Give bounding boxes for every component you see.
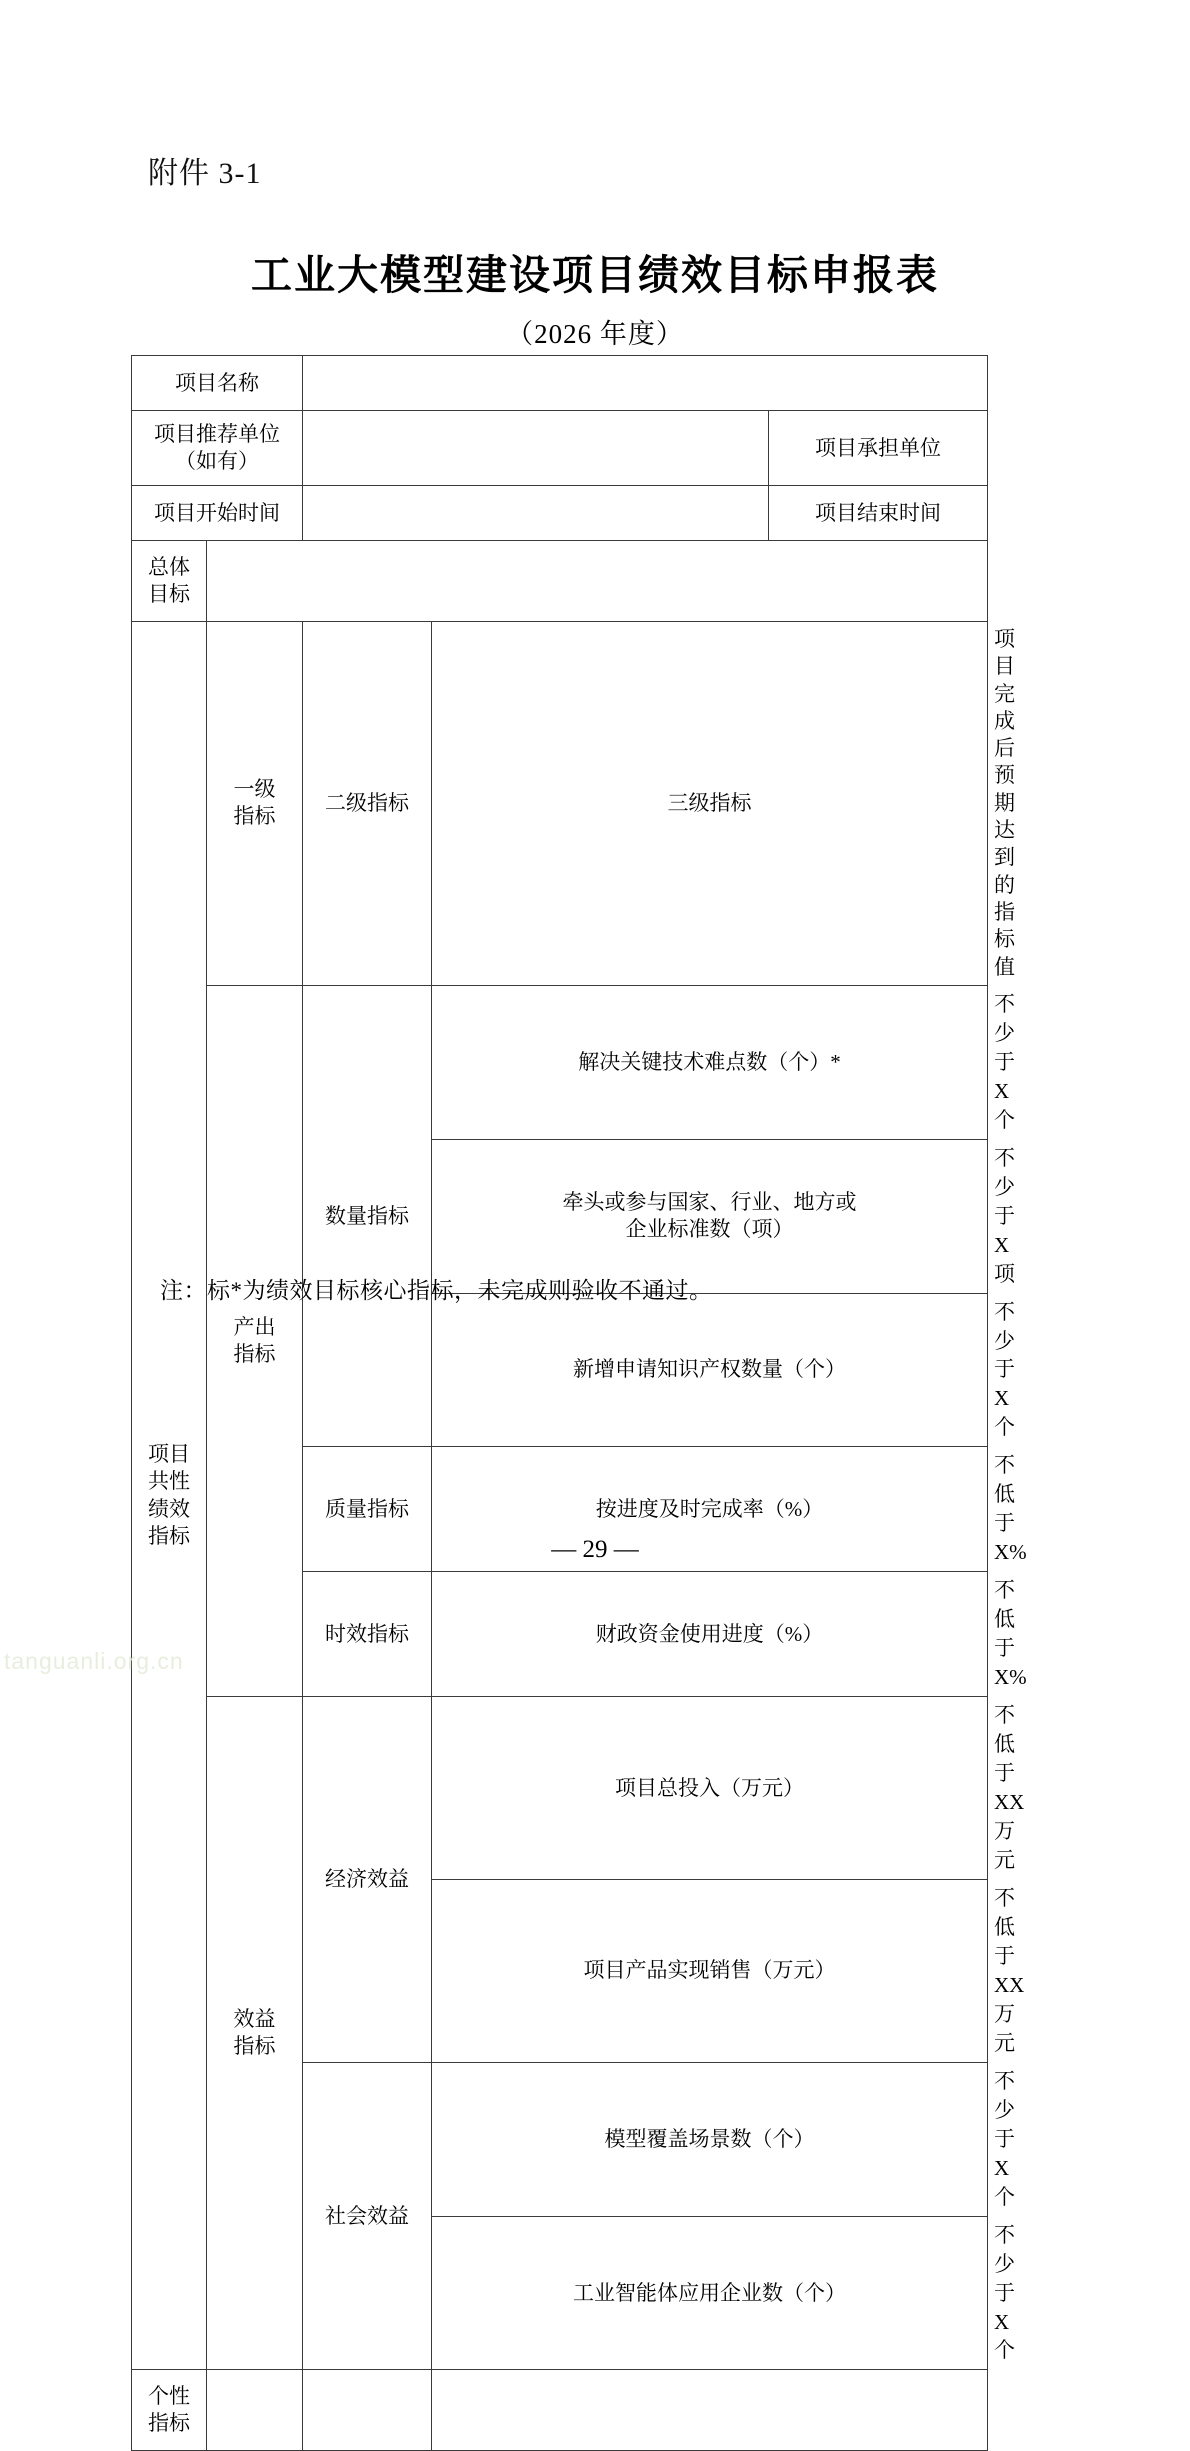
- level3-indicator: 按进度及时完成率（%）: [432, 1447, 988, 1572]
- start-time-value[interactable]: [303, 486, 769, 541]
- table-row-indicator: 质量指标 按进度及时完成率（%） 不低于 X%: [132, 1447, 988, 1572]
- table-row-indicator: 新增申请知识产权数量（个） 不少于 X 个: [132, 1293, 988, 1447]
- table-row-indicator: 项目产品实现销售（万元） 不低于 XX 万元: [132, 1879, 988, 2062]
- section-label-line-1: 项目: [148, 1442, 190, 1467]
- table-row-project-name: [132, 356, 988, 411]
- table-row-indicator: 产出 指标 数量指标 解决关键技术难点数（个）* 不少于 X 个: [132, 985, 988, 1139]
- level2-quality-indicator: 质量指标: [303, 1447, 432, 1572]
- custom-indicator-level3-value[interactable]: [432, 2370, 988, 2451]
- level3-indicator: 工业智能体应用企业数（个）: [432, 2216, 988, 2370]
- custom-indicator-label-line1: 个性: [148, 2384, 190, 2409]
- overall-goal-label-line1: 总体: [148, 554, 190, 579]
- table-row-dates: [132, 486, 988, 541]
- footnote: 注：标*为绩效目标核心指标，未完成则验收不通过。: [160, 1278, 713, 1303]
- performance-goal-form: [131, 355, 1027, 2451]
- level3-indicator: 新增申请知识产权数量（个）: [432, 1293, 988, 1447]
- level3-indicator: 模型覆盖场景数（个）: [432, 2062, 988, 2216]
- undertaking-unit-label: 项目承担单位: [769, 411, 988, 486]
- recommend-unit-value[interactable]: [303, 411, 769, 486]
- table-row-indicator: 牵头或参与国家、行业、地方或 企业标准数（项） 不少于 X 项: [132, 1139, 988, 1293]
- level3-indicator-line1: 牵头或参与国家、行业、地方或: [562, 1189, 857, 1214]
- level3-indicator: 项目产品实现销售（万元）: [432, 1879, 988, 2062]
- level3-indicator-line2: 企业标准数（项）: [625, 1217, 794, 1242]
- level1-output-line2: 指标: [233, 1342, 276, 1366]
- section-label-line-4: 指标: [148, 1524, 190, 1549]
- section-label-common-performance: [132, 622, 207, 2370]
- project-name-value[interactable]: [303, 356, 988, 411]
- custom-indicator-level1-value[interactable]: [207, 2370, 303, 2451]
- overall-goal-label: [132, 541, 207, 622]
- level1-benefit-line1: 效益: [233, 2007, 276, 2031]
- level1-output-line1: 产出: [233, 1314, 276, 1339]
- table-row-overall-goal: [132, 541, 988, 622]
- level2-economic-benefit: 经济效益: [303, 1697, 432, 2063]
- end-time-label: 项目结束时间: [769, 486, 988, 541]
- overall-goal-value[interactable]: [207, 541, 988, 622]
- form-table: [131, 355, 1027, 2451]
- level1-benefit-line2: 指标: [233, 2034, 276, 2059]
- header-level1: [207, 622, 303, 986]
- table-row-indicator: 效益 指标 经济效益 项目总投入（万元） 不低于 XX 万元: [132, 1697, 988, 1880]
- overall-goal-label-line2: 目标: [148, 582, 190, 606]
- recommend-unit-label-line2: （如有）: [175, 449, 259, 473]
- header-level1-line1: 一级: [233, 777, 276, 802]
- table-row-indicator: 时效指标 财政资金使用进度（%） 不低于 X%: [132, 1572, 988, 1697]
- level2-social-benefit: 社会效益: [303, 2062, 432, 2370]
- table-row-indicator: 工业智能体应用企业数（个） 不少于 X 个: [132, 2216, 988, 2370]
- project-name-label: 项目名称: [132, 356, 303, 411]
- page-subtitle: （2026 年度）: [506, 319, 684, 349]
- header-level1-line2: 指标: [233, 804, 276, 829]
- page-number: — 29 —: [551, 1536, 639, 1563]
- table-row-custom-indicator: [132, 2370, 988, 2451]
- custom-indicator-label: [132, 2370, 207, 2451]
- table-row-indicator: 社会效益 模型覆盖场景数（个） 不少于 X 个: [132, 2062, 988, 2216]
- level3-indicator: 项目总投入（万元）: [432, 1697, 988, 1880]
- recommend-unit-label-line1: 项目推荐单位: [154, 421, 280, 446]
- level2-timeliness-indicator: 时效指标: [303, 1572, 432, 1697]
- level1-benefit-indicator: [207, 1697, 303, 2370]
- site-watermark: tanguanli.org.cn: [4, 1648, 184, 1674]
- level3-indicator: [432, 1139, 988, 1293]
- custom-indicator-label-line2: 指标: [148, 2411, 190, 2436]
- section-label-line-3: 绩效: [148, 1496, 190, 1521]
- page-title: 工业大模型建设项目绩效目标申报表: [251, 252, 939, 298]
- level3-indicator: 解决关键技术难点数（个）*: [432, 985, 988, 1139]
- table-header-row: 项目 共性 绩效 指标 一级 指标 二级指标 三级指标 项目完成后 预期达到的指标值: [132, 622, 988, 986]
- section-label-line-2: 共性: [148, 1469, 190, 1494]
- recommend-unit-label: [132, 411, 303, 486]
- header-level3: 三级指标: [432, 622, 988, 986]
- level1-output-indicator: [207, 985, 303, 1696]
- level2-quantity-indicator: 数量指标: [303, 985, 432, 1447]
- custom-indicator-level2-value[interactable]: [303, 2370, 432, 2451]
- table-row-units: [132, 411, 988, 486]
- start-time-label: 项目开始时间: [132, 486, 303, 541]
- attachment-label: 附件 3-1: [148, 157, 262, 190]
- level3-indicator: 财政资金使用进度（%）: [432, 1572, 988, 1697]
- header-level2: 二级指标: [303, 622, 432, 986]
